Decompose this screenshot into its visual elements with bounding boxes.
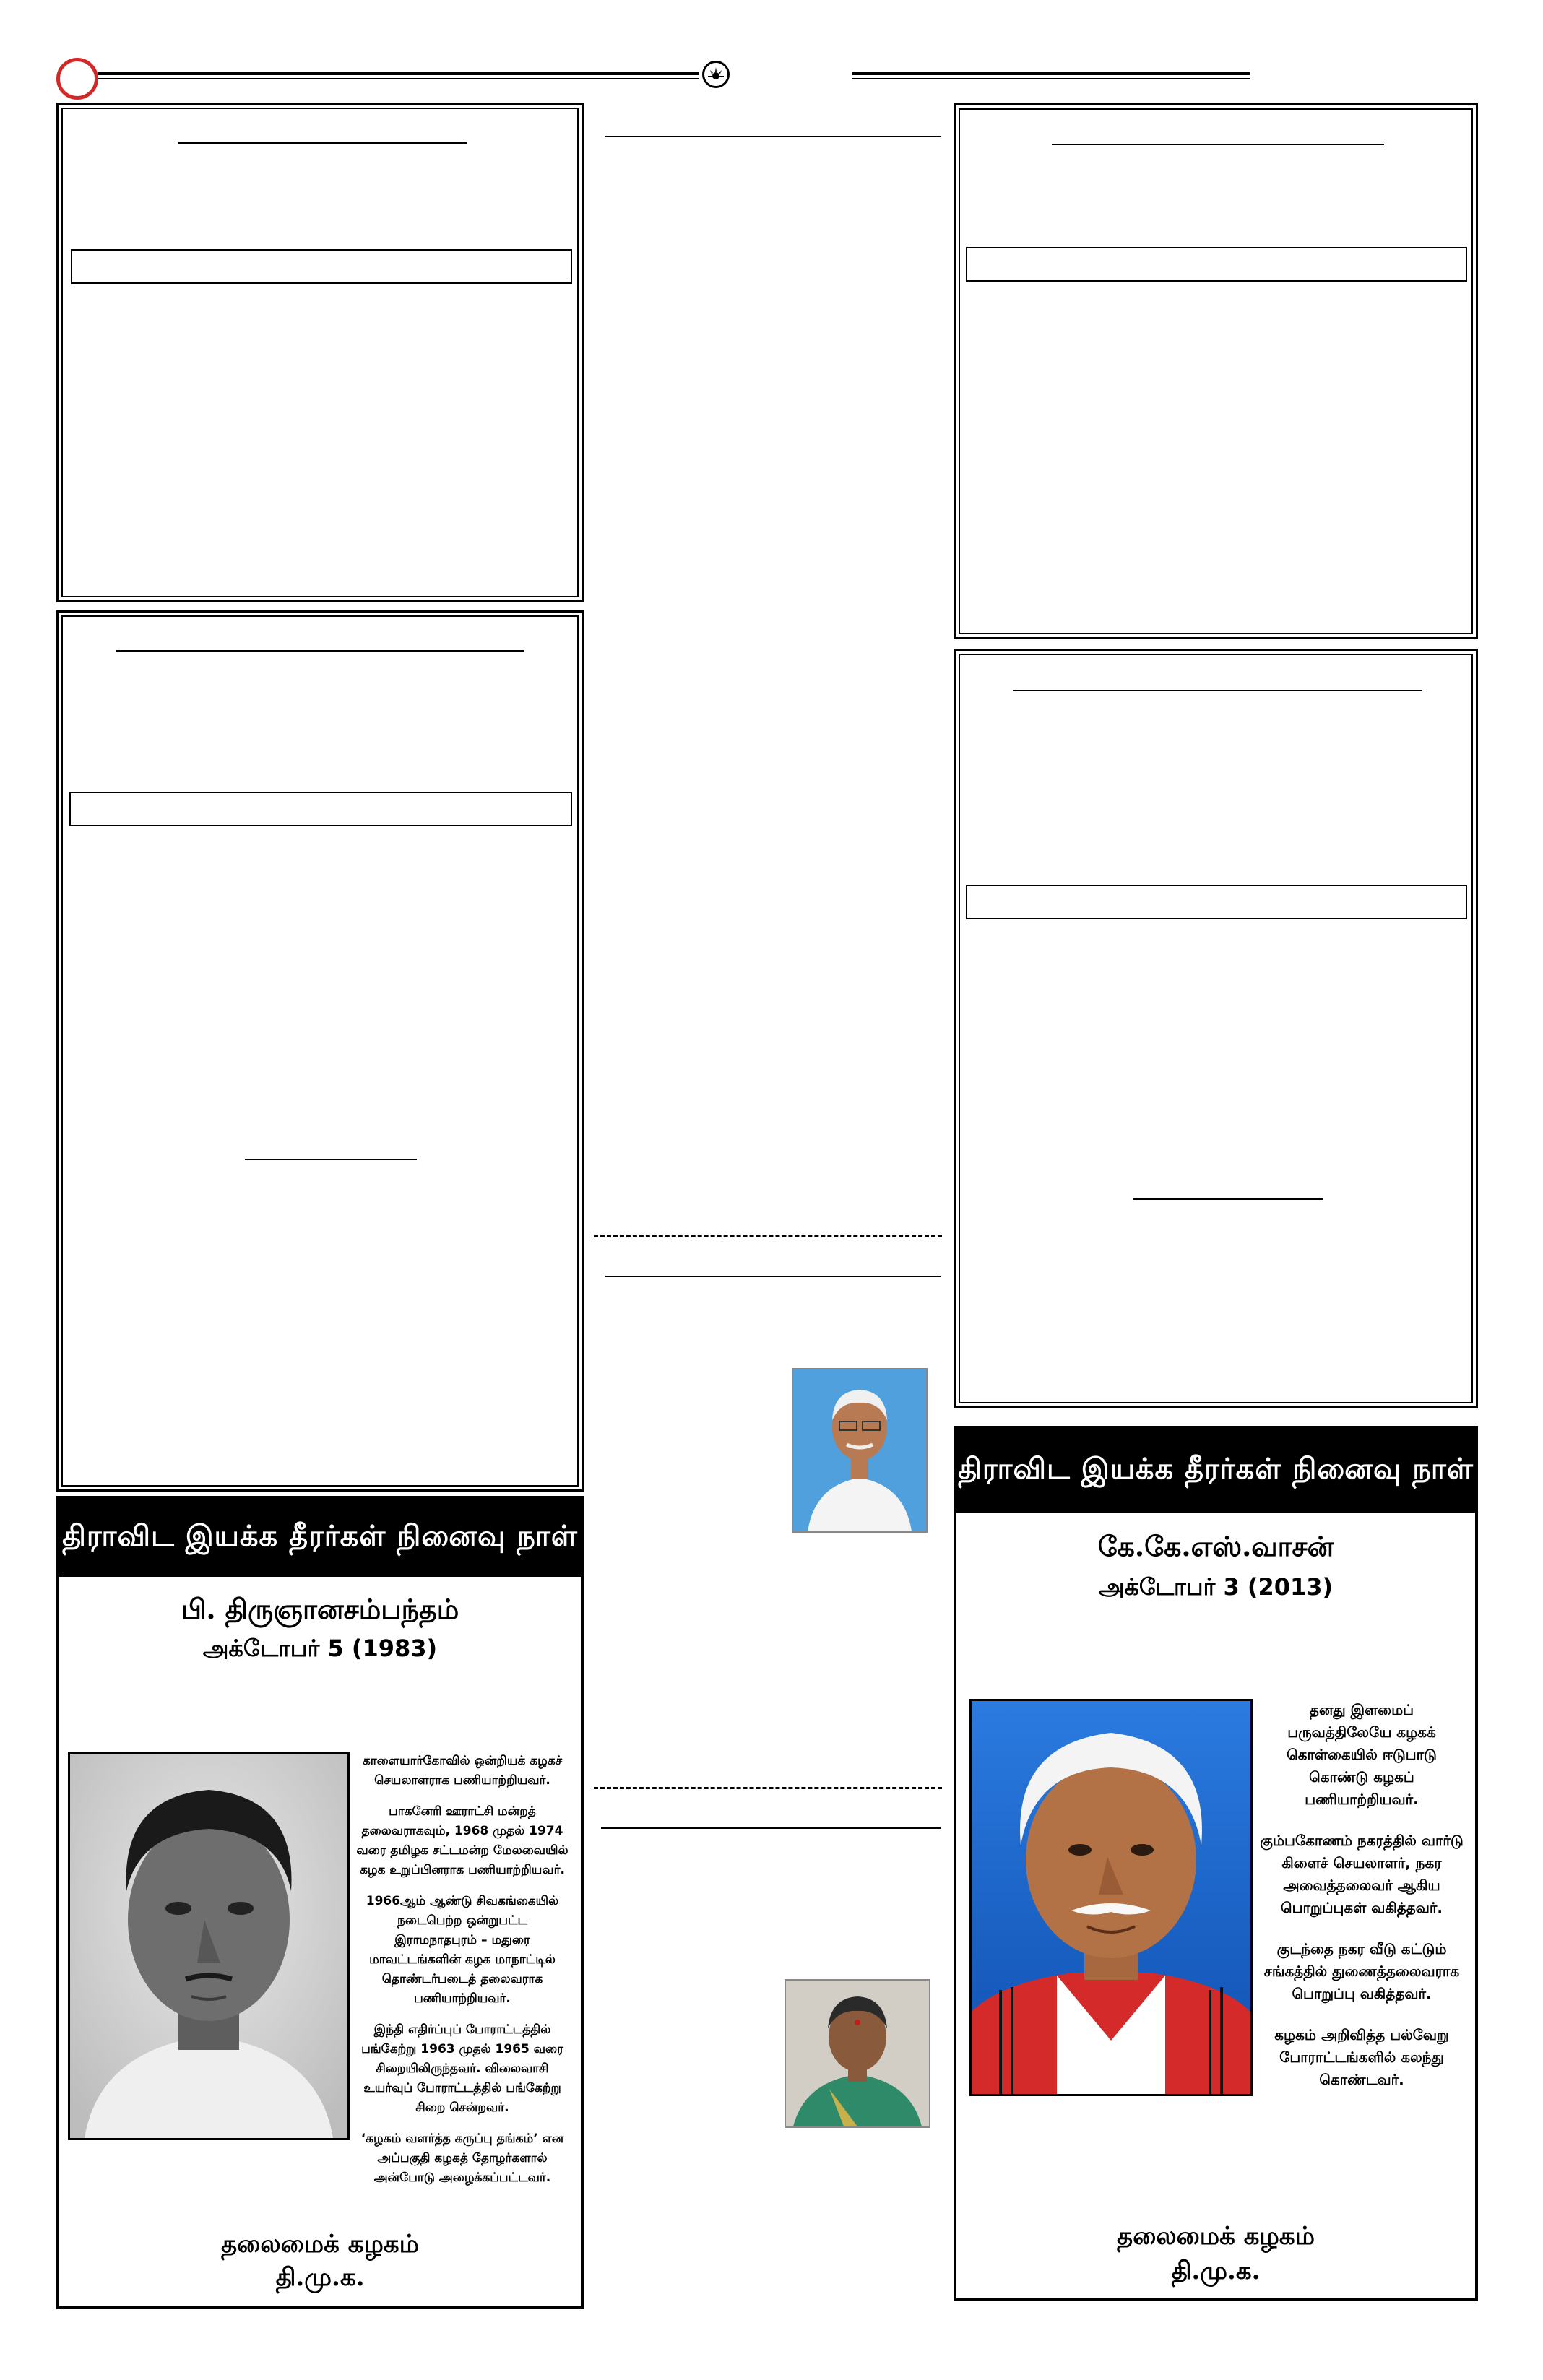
header-rule-left [98,72,699,75]
tribute-box-thirugnanasambandam [56,1496,584,2309]
middle-dashed-separator-2 [594,1787,942,1789]
article-heading-rule [116,650,524,652]
middle-heading-rule-2 [605,1276,941,1277]
article-heading-rule [178,142,467,144]
bio-paragraph: 1966ஆம் ஆண்டு சிவகங்கையில் நடைபெற்ற ஒன்றுபட்ட இராமநாதபுரம் – மதுரை மாவட்டங்களின் கழக மாநாட்டில் தொண்டர்படைத் தலைவராக பணியாற்றியவர். [366,1894,559,2006]
tribute-biography [355,1752,569,2199]
header-logo-circle [56,58,98,100]
header-rule-right [852,72,1250,75]
article-subhead-strip [966,885,1467,919]
bio-paragraph: கும்பகோணம் நகரத்தில் வார்டு கிளைச் செயலாளர், நகர அவைத்தலைவர் ஆகிய பொறுப்புகள் வகித்தவர். [1260,1832,1464,1916]
right-article-box-1 [954,103,1478,639]
article-heading-rule [1013,690,1422,691]
tribute-footer-party: தி.மு.க. [1171,2256,1261,2285]
bio-paragraph: கழகம் அறிவித்த பல்வேறு போராட்டங்களில் கலந்து கொண்டவர். [1274,2026,1449,2088]
middle-dashed-separator-1 [594,1235,942,1237]
bio-paragraph: காளையார்கோவில் ஒன்றியக் கழகச் செயலாளராக பணியாற்றியவர். [362,1754,563,1788]
tribute-footer-org: தலைமைக் கழகம் [221,2230,419,2259]
tribute-box-vasan [954,1426,1478,2301]
tribute-banner: திராவிட இயக்க தீரர்கள் நினைவு நாள் [956,1429,1475,1513]
tribute-person-name: கே.கே.எஸ்.வாசன் [1097,1530,1334,1562]
right-article-box-2 [954,649,1478,1408]
header-rule-right-thin [852,78,1250,79]
obituary-photo-man [792,1368,928,1533]
left-article-box-1 [56,103,584,602]
tribute-biography [1258,1699,1465,2103]
article-subhead-strip [69,792,572,826]
middle-heading-rule-1 [605,136,941,137]
tribute-date: அக்டோபர் 3 (2013) [1098,1573,1334,1601]
tribute-person-name: பி. திருஞானசம்பந்தம் [181,1593,459,1625]
bio-paragraph: ‘கழகம் வளர்த்த கருப்பு தங்கம்’ என அப்பகுதி கழகத் தோழர்களால் அன்போடு அழைக்கப்பட்டவர். [360,2132,564,2185]
bio-paragraph: இந்தி எதிர்ப்புப் போராட்டத்தில் பங்கேற்று 1963 முதல் 1965 வரை சிறையிலிருந்தவர். விலைவாசி உயர்வுப் போராட்டத்தில் பங்கேற்று சிறை சென்றவர். [361,2022,563,2115]
bio-paragraph: தனது இளமைப் பருவத்திலேயே கழகக் கொள்கையில் ஈடுபாடு கொண்டு கழகப் பணியாற்றியவர். [1287,1701,1437,1808]
obituary-photo-woman [785,1979,930,2128]
tribute-footer-party: தி.மு.க. [275,2263,365,2292]
rising-sun-icon [702,61,730,88]
left-article-box-2 [56,610,584,1492]
middle-heading-rule-3 [601,1827,941,1829]
article-end-rule [1133,1198,1323,1200]
bio-paragraph: பாகனேரி ஊராட்சி மன்றத் தலைவராகவும், 1968 முதல் 1974 வரை தமிழக சட்டமன்ற மேலவையில் கழக உறுப்பினராக பணியாற்றியவர். [356,1804,569,1877]
tribute-date: அக்டோபர் 5 (1983) [202,1635,438,1662]
header-rule-left-thin [98,78,699,79]
article-heading-rule [1052,144,1384,145]
article-subhead-strip [71,249,572,284]
bio-paragraph: குடந்தை நகர வீடு கட்டும் சங்கத்தில் துணைத்தலைவராக பொறுப்பு வகித்தவர். [1263,1940,1460,2002]
article-subhead-strip [966,247,1467,282]
tribute-portrait-photo [969,1699,1253,2096]
tribute-portrait-photo [68,1752,350,2140]
tribute-footer-org: தலைமைக் கழகம் [1117,2222,1315,2251]
article-end-rule [245,1159,417,1160]
tribute-banner: திராவிட இயக்க தீரர்கள் நினைவு நாள் [59,1499,581,1577]
